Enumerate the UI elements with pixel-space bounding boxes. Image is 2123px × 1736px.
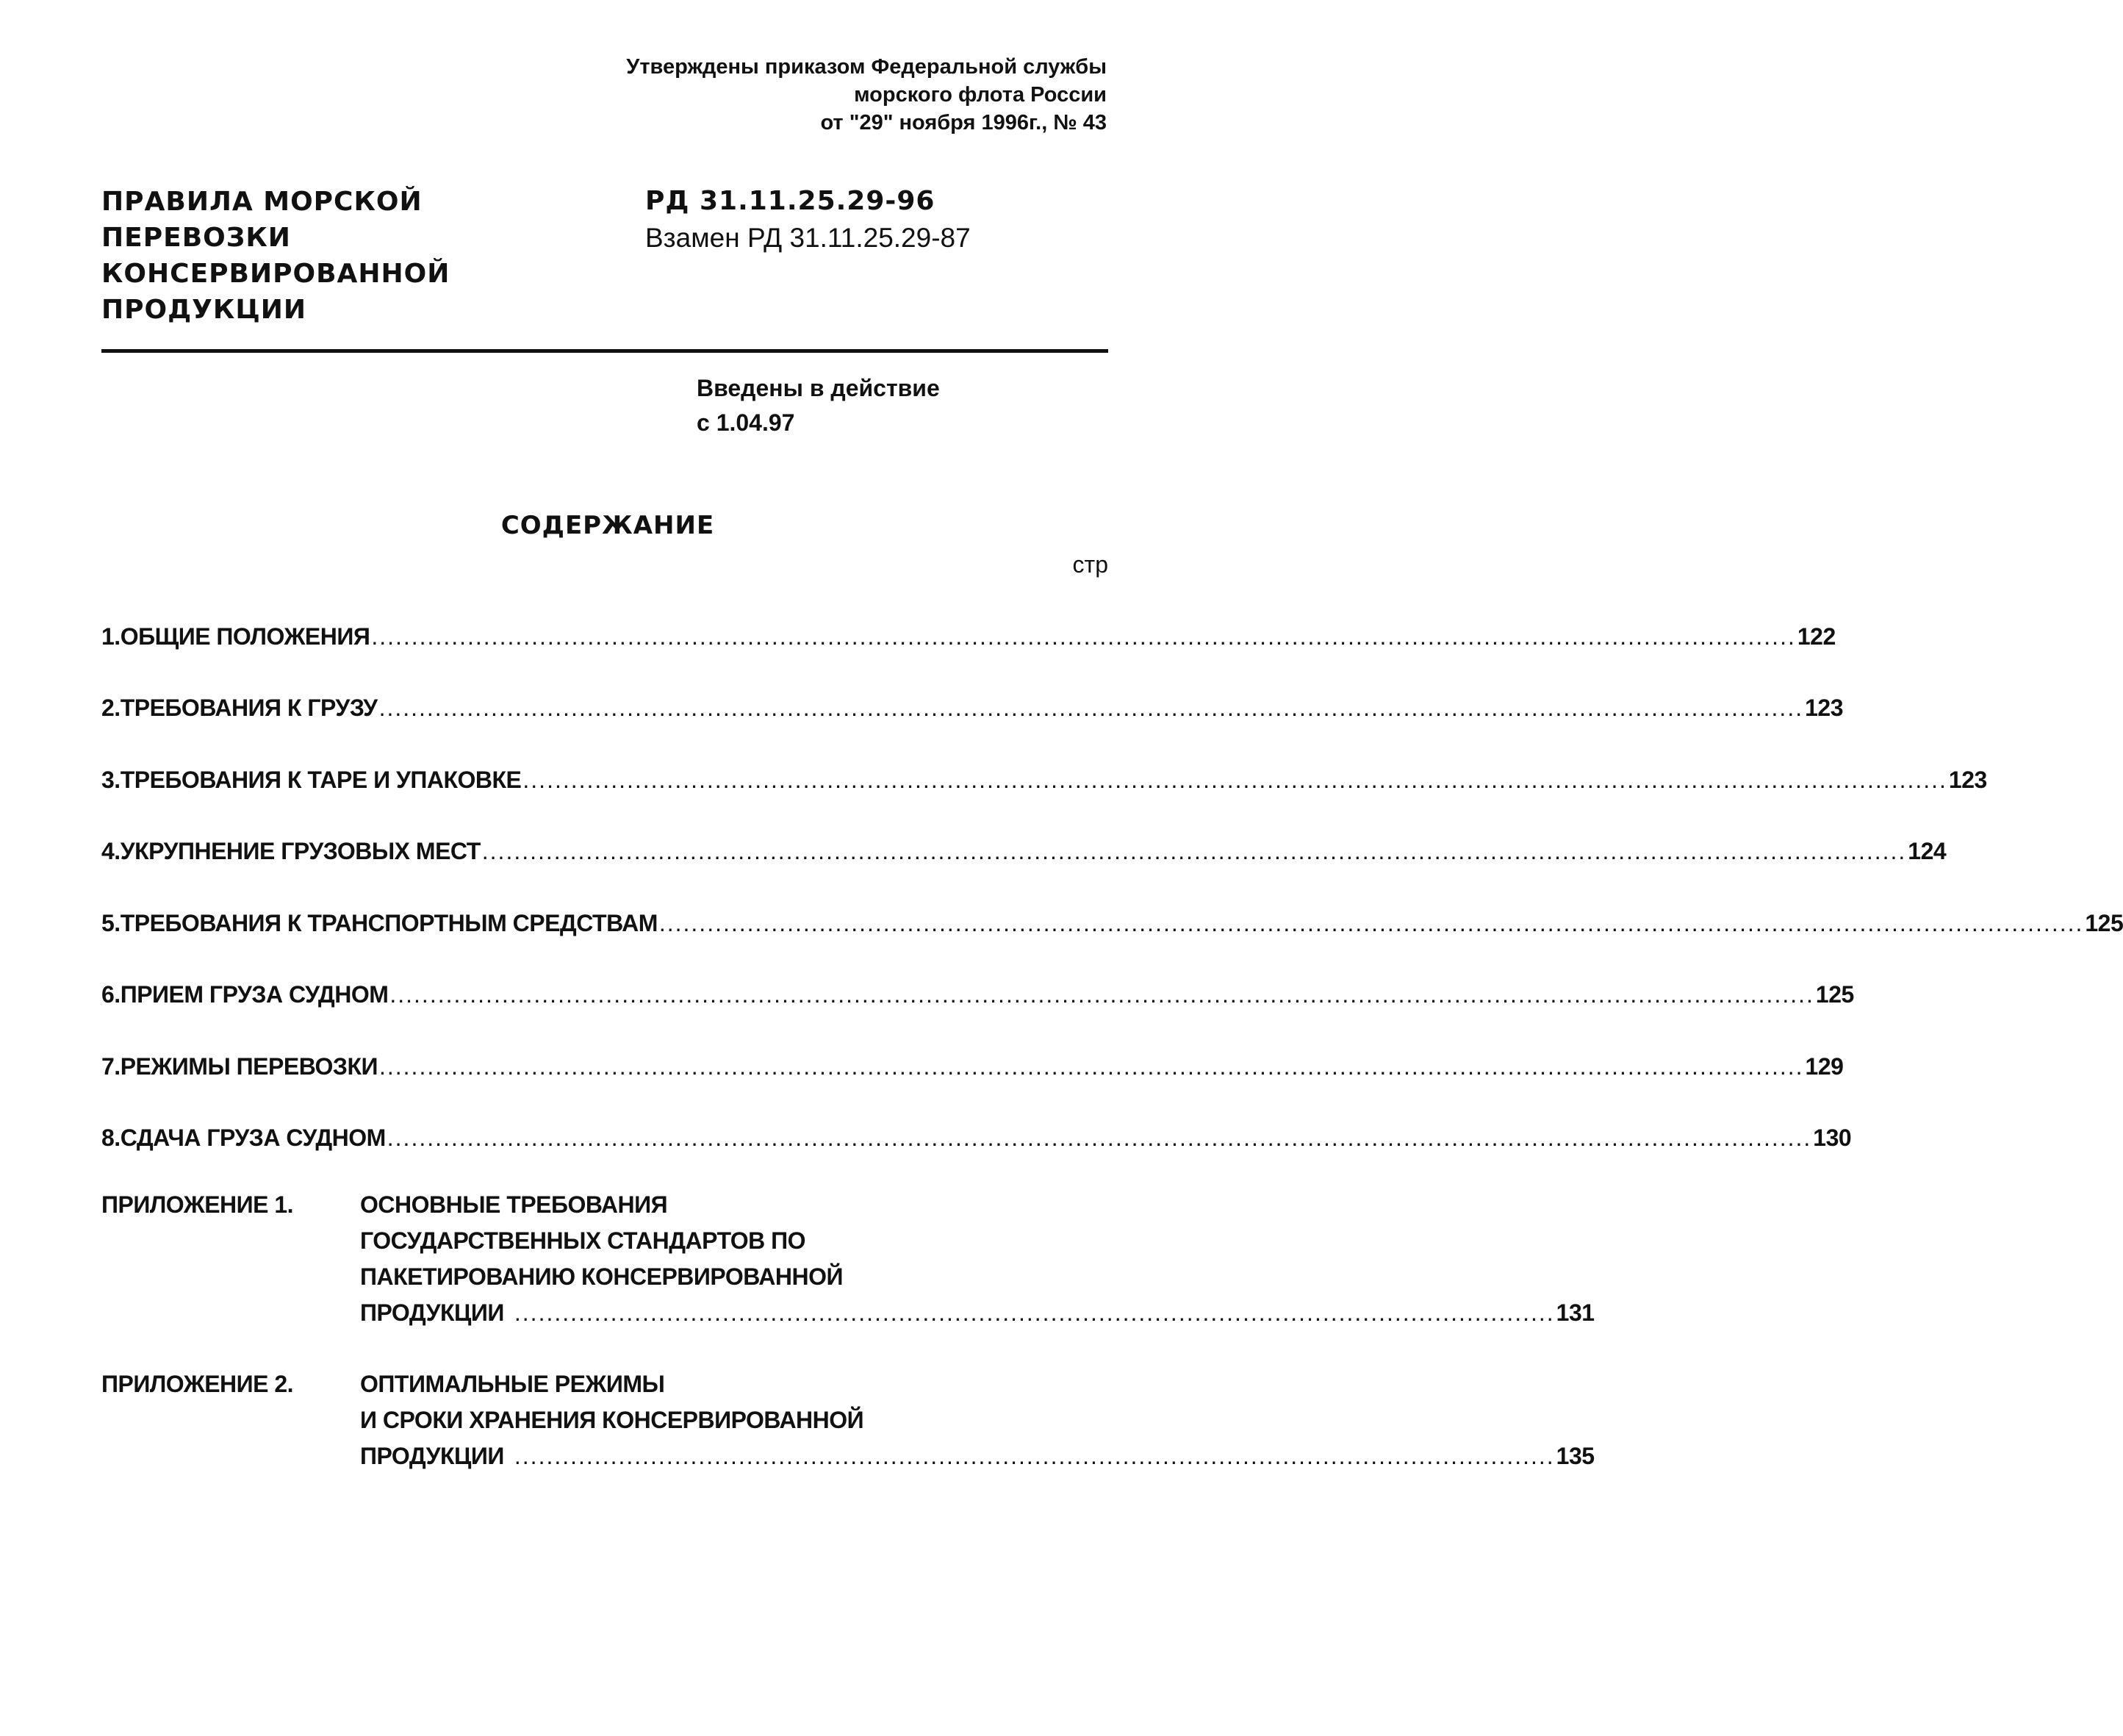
toc-appendix[interactable] bbox=[101, 1187, 1595, 1334]
toc-item-label: УКРУПНЕНИЕ ГРУЗОВЫХ МЕСТ bbox=[120, 838, 481, 864]
toc-item-number: 6. bbox=[101, 981, 121, 1008]
toc-item[interactable] bbox=[101, 1052, 1844, 1081]
toc-item-number: 2. bbox=[101, 695, 121, 721]
toc-item-number: 3. bbox=[101, 767, 121, 793]
page-column-header: стр bbox=[1072, 551, 1108, 578]
toc-item-label: ТРЕБОВАНИЯ К ТАРЕ И УПАКОВКЕ bbox=[120, 767, 522, 793]
toc-item-page: 123 bbox=[1948, 767, 1987, 793]
appendix-title-line: ГОСУДАРСТВЕННЫХ СТАНДАРТОВ ПО bbox=[360, 1227, 806, 1254]
title-line: ПРОДУКЦИИ bbox=[101, 295, 307, 325]
appendix-title bbox=[360, 1187, 1595, 1331]
approval-line: от "29" ноября 1996г., № 43 bbox=[820, 111, 1107, 134]
title-line: ПЕРЕВОЗКИ bbox=[101, 223, 291, 253]
appendix-title-line: ПАКЕТИРОВАНИЮ КОНСЕРВИРОВАННОЙ bbox=[360, 1263, 843, 1290]
toc-item-label: СДАЧА ГРУЗА СУДНОМ bbox=[120, 1125, 386, 1151]
toc-leader-dots: .................................................................................................................................. bbox=[514, 1443, 1555, 1469]
header-divider bbox=[101, 349, 1108, 353]
approval-line: Утверждены приказом Федеральной службы bbox=[626, 55, 1107, 79]
title-line: КОНСЕРВИРОВАННОЙ bbox=[101, 259, 450, 289]
toc-item[interactable] bbox=[101, 765, 1987, 795]
title-line: ПРАВИЛА МОРСКОЙ bbox=[101, 187, 423, 217]
toc-leader-dots: .................................................................................................................................................................................. bbox=[371, 623, 1796, 650]
toc-item-label: ТРЕБОВАНИЯ К ГРУЗУ bbox=[120, 695, 378, 721]
toc-item-page: 135 bbox=[1556, 1443, 1595, 1469]
toc-item-page: 125 bbox=[1815, 981, 1854, 1008]
toc-item-number: 1. bbox=[101, 623, 121, 650]
toc-item-page: 124 bbox=[1908, 838, 1947, 864]
contents-heading: СОДЕРЖАНИЕ bbox=[500, 511, 715, 540]
toc-item-page: 131 bbox=[1556, 1299, 1595, 1326]
toc-item[interactable] bbox=[101, 693, 1843, 722]
toc-item-label: РЕЖИМЫ ПЕРЕВОЗКИ bbox=[120, 1053, 378, 1080]
toc-item-number: 4. bbox=[101, 838, 121, 864]
toc-item[interactable] bbox=[101, 836, 1947, 866]
toc-item-page: 125 bbox=[2085, 910, 2123, 936]
toc-item-page: 129 bbox=[1805, 1053, 1844, 1080]
toc-item[interactable] bbox=[101, 980, 1854, 1009]
toc-leader-dots: .................................................................................................................................. bbox=[514, 1299, 1555, 1326]
toc-leader-dots: .................................................................................................................................................................................. bbox=[658, 910, 2084, 936]
toc-item[interactable] bbox=[101, 908, 2123, 938]
toc-leader-dots: .................................................................................................................................................................................. bbox=[522, 767, 1947, 793]
toc-item-label: ТРЕБОВАНИЯ К ТРАНСПОРТНЫМ СРЕДСТВАМ bbox=[120, 910, 658, 936]
toc-item-page: 122 bbox=[1797, 623, 1836, 650]
appendix-title-line: И СРОКИ ХРАНЕНИЯ КОНСЕРВИРОВАННОЙ bbox=[360, 1407, 864, 1433]
toc-leader-dots: .................................................................................................................................................................................. bbox=[378, 695, 1804, 721]
toc-item-label: ОБЩИЕ ПОЛОЖЕНИЯ bbox=[120, 623, 370, 650]
approval-line: морского флота России bbox=[854, 83, 1107, 107]
toc-leader-dots: .................................................................................................................................................................................. bbox=[481, 838, 1907, 864]
document-title bbox=[101, 184, 542, 328]
document-code: РД 31.11.25.29-96 bbox=[645, 186, 935, 216]
appendix-title-line: ПРОДУКЦИИ bbox=[360, 1299, 504, 1326]
effective-date bbox=[697, 371, 940, 440]
toc-leader-dots: .................................................................................................................................................................................. bbox=[378, 1053, 1804, 1080]
toc-item[interactable] bbox=[101, 1123, 1852, 1152]
replaces-note: Взамен РД 31.11.25.29-87 bbox=[645, 223, 971, 253]
toc-item-page: 130 bbox=[1813, 1125, 1852, 1151]
approval-note bbox=[445, 53, 1107, 137]
appendix-title-line: ОПТИМАЛЬНЫЕ РЕЖИМЫ bbox=[360, 1371, 665, 1397]
toc-item-number: 7. bbox=[101, 1053, 121, 1080]
appendix-title bbox=[360, 1366, 1595, 1474]
toc-item-number: 8. bbox=[101, 1125, 121, 1151]
toc-item-number: 5. bbox=[101, 910, 121, 936]
toc-item[interactable] bbox=[101, 622, 1836, 651]
effective-line: Введены в действие bbox=[697, 375, 940, 401]
appendix-label: ПРИЛОЖЕНИЕ 1. bbox=[101, 1191, 294, 1218]
effective-line: с 1.04.97 bbox=[697, 409, 795, 436]
toc-appendix[interactable] bbox=[101, 1366, 1595, 1477]
appendix-title-line: ОСНОВНЫЕ ТРЕБОВАНИЯ bbox=[360, 1191, 668, 1218]
appendix-label: ПРИЛОЖЕНИЕ 2. bbox=[101, 1371, 294, 1397]
toc-leader-dots: .................................................................................................................................................................................. bbox=[389, 981, 1814, 1008]
appendix-title-line: ПРОДУКЦИИ bbox=[360, 1443, 504, 1469]
toc-leader-dots: .................................................................................................................................................................................. bbox=[387, 1125, 1812, 1151]
toc-item-page: 123 bbox=[1805, 695, 1843, 721]
toc-item-label: ПРИЕМ ГРУЗА СУДНОМ bbox=[120, 981, 389, 1008]
